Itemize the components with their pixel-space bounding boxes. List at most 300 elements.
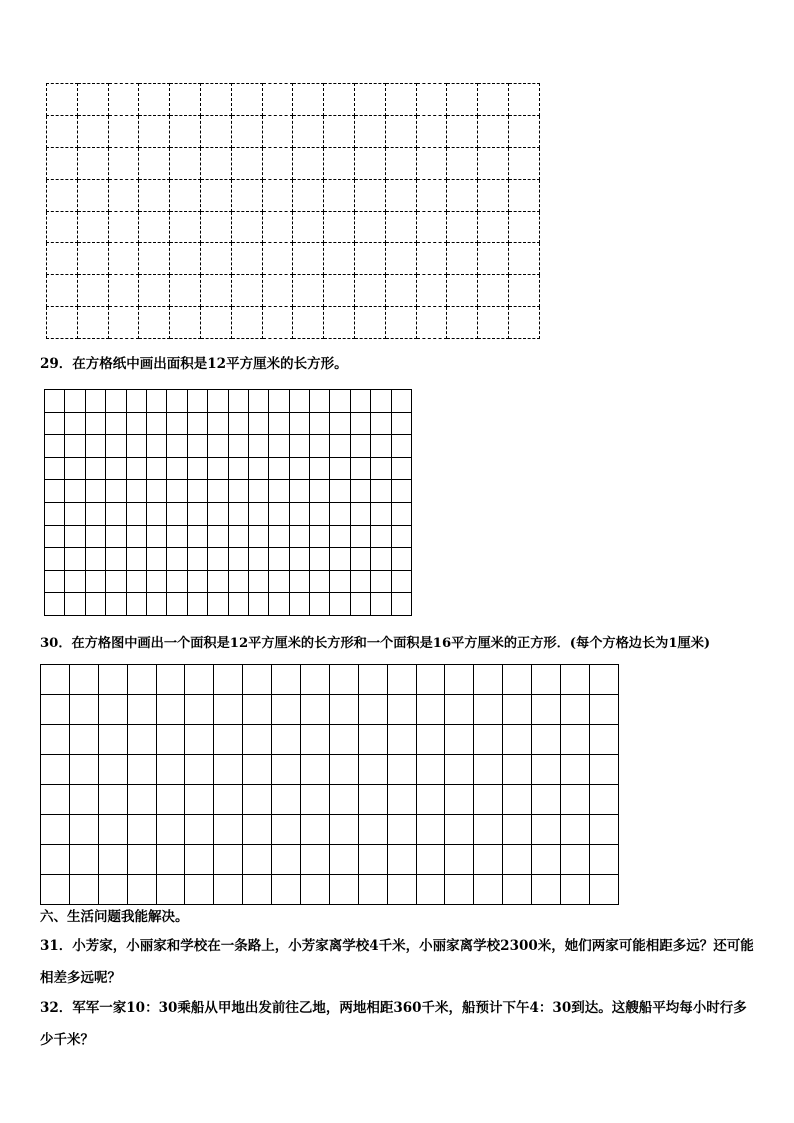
grid-cell[interactable] (65, 435, 85, 458)
grid-cell[interactable] (474, 755, 503, 785)
grid-cell[interactable] (106, 480, 126, 503)
grid-cell[interactable] (269, 548, 289, 571)
grid-cell[interactable] (532, 875, 561, 905)
grid-cell[interactable] (200, 211, 231, 243)
grid-cell[interactable] (127, 695, 156, 725)
grid-cell[interactable] (262, 275, 293, 307)
grid-cell[interactable] (330, 548, 350, 571)
grid-cell[interactable] (262, 211, 293, 243)
grid-cell[interactable] (167, 457, 187, 480)
grid-cell[interactable] (447, 243, 478, 275)
grid-cell[interactable] (445, 755, 474, 785)
grid-cell[interactable] (200, 307, 231, 339)
grid-cell[interactable] (416, 179, 447, 211)
grid-cell[interactable] (98, 755, 127, 785)
grid-cell[interactable] (139, 307, 170, 339)
grid-cell[interactable] (187, 435, 207, 458)
grid-cell[interactable] (532, 755, 561, 785)
grid-cell[interactable] (156, 785, 185, 815)
grid-cell[interactable] (170, 179, 201, 211)
grid-cell[interactable] (41, 815, 70, 845)
grid-cell[interactable] (478, 275, 509, 307)
grid-cell[interactable] (385, 275, 416, 307)
grid-cell[interactable] (474, 785, 503, 815)
grid-cell[interactable] (126, 548, 146, 571)
grid-cell[interactable] (77, 84, 108, 116)
grid-cell[interactable] (289, 593, 309, 616)
grid-cell[interactable] (98, 695, 127, 725)
grid-cell[interactable] (503, 665, 532, 695)
grid-cell[interactable] (354, 115, 385, 147)
grid-cell[interactable] (289, 570, 309, 593)
grid-cell[interactable] (126, 412, 146, 435)
question-30-grid[interactable] (40, 664, 619, 905)
grid-cell[interactable] (324, 243, 355, 275)
grid-cell[interactable] (416, 845, 445, 875)
grid-cell[interactable] (532, 665, 561, 695)
grid-cell[interactable] (231, 147, 262, 179)
grid-cell[interactable] (385, 211, 416, 243)
grid-cell[interactable] (385, 115, 416, 147)
grid-cell[interactable] (65, 480, 85, 503)
grid-cell[interactable] (269, 480, 289, 503)
grid-cell[interactable] (85, 525, 105, 548)
grid-cell[interactable] (248, 525, 268, 548)
grid-cell[interactable] (146, 525, 166, 548)
grid-cell[interactable] (385, 243, 416, 275)
grid-cell[interactable] (503, 695, 532, 725)
grid-cell[interactable] (324, 211, 355, 243)
grid-cell[interactable] (126, 435, 146, 458)
grid-cell[interactable] (350, 525, 370, 548)
grid-cell[interactable] (310, 480, 330, 503)
grid-cell[interactable] (47, 243, 78, 275)
grid-cell[interactable] (187, 525, 207, 548)
top-dashed-grid[interactable] (46, 83, 540, 339)
grid-cell[interactable] (301, 665, 330, 695)
grid-cell[interactable] (65, 390, 85, 413)
grid-cell[interactable] (387, 695, 416, 725)
grid-cell[interactable] (108, 275, 139, 307)
grid-cell[interactable] (474, 665, 503, 695)
grid-cell[interactable] (231, 275, 262, 307)
grid-cell[interactable] (85, 390, 105, 413)
grid-cell[interactable] (561, 845, 590, 875)
grid-cell[interactable] (185, 875, 214, 905)
grid-cell[interactable] (167, 570, 187, 593)
grid-cell[interactable] (508, 243, 539, 275)
grid-cell[interactable] (358, 845, 387, 875)
grid-cell[interactable] (330, 570, 350, 593)
grid-cell[interactable] (214, 815, 243, 845)
grid-cell[interactable] (187, 480, 207, 503)
grid-cell[interactable] (416, 307, 447, 339)
grid-cell[interactable] (391, 570, 411, 593)
grid-cell[interactable] (146, 548, 166, 571)
grid-cell[interactable] (329, 755, 358, 785)
grid-cell[interactable] (330, 457, 350, 480)
grid-cell[interactable] (156, 875, 185, 905)
grid-cell[interactable] (126, 480, 146, 503)
grid-cell[interactable] (170, 275, 201, 307)
grid-cell[interactable] (77, 211, 108, 243)
grid-cell[interactable] (108, 84, 139, 116)
grid-cell[interactable] (447, 179, 478, 211)
grid-cell[interactable] (293, 211, 324, 243)
grid-cell[interactable] (301, 755, 330, 785)
grid-cell[interactable] (45, 412, 65, 435)
grid-cell[interactable] (85, 570, 105, 593)
grid-cell[interactable] (416, 815, 445, 845)
grid-cell[interactable] (214, 755, 243, 785)
grid-cell[interactable] (447, 84, 478, 116)
grid-cell[interactable] (293, 243, 324, 275)
grid-cell[interactable] (127, 665, 156, 695)
grid-cell[interactable] (387, 785, 416, 815)
grid-cell[interactable] (85, 457, 105, 480)
grid-cell[interactable] (41, 755, 70, 785)
grid-cell[interactable] (310, 390, 330, 413)
grid-cell[interactable] (47, 84, 78, 116)
grid-cell[interactable] (503, 725, 532, 755)
grid-cell[interactable] (532, 785, 561, 815)
grid-cell[interactable] (416, 243, 447, 275)
grid-cell[interactable] (350, 593, 370, 616)
grid-cell[interactable] (231, 211, 262, 243)
grid-cell[interactable] (358, 725, 387, 755)
grid-cell[interactable] (329, 785, 358, 815)
grid-cell[interactable] (269, 525, 289, 548)
grid-cell[interactable] (187, 502, 207, 525)
grid-cell[interactable] (146, 435, 166, 458)
grid-cell[interactable] (416, 875, 445, 905)
grid-cell[interactable] (589, 815, 618, 845)
grid-cell[interactable] (208, 435, 228, 458)
grid-cell[interactable] (301, 725, 330, 755)
grid-cell[interactable] (589, 695, 618, 725)
grid-cell[interactable] (228, 525, 248, 548)
grid-cell[interactable] (65, 412, 85, 435)
grid-cell[interactable] (231, 115, 262, 147)
grid-cell[interactable] (243, 665, 272, 695)
grid-cell[interactable] (324, 275, 355, 307)
grid-cell[interactable] (503, 755, 532, 785)
grid-cell[interactable] (139, 275, 170, 307)
grid-cell[interactable] (146, 457, 166, 480)
grid-cell[interactable] (447, 275, 478, 307)
grid-cell[interactable] (371, 502, 391, 525)
grid-cell[interactable] (214, 665, 243, 695)
grid-cell[interactable] (269, 390, 289, 413)
grid-cell[interactable] (474, 875, 503, 905)
grid-cell[interactable] (478, 115, 509, 147)
grid-cell[interactable] (329, 815, 358, 845)
grid-cell[interactable] (170, 84, 201, 116)
grid-cell[interactable] (508, 307, 539, 339)
grid-cell[interactable] (324, 115, 355, 147)
grid-cell[interactable] (98, 665, 127, 695)
grid-cell[interactable] (41, 695, 70, 725)
grid-cell[interactable] (85, 593, 105, 616)
grid-cell[interactable] (108, 243, 139, 275)
grid-cell[interactable] (85, 502, 105, 525)
grid-cell[interactable] (508, 147, 539, 179)
grid-cell[interactable] (358, 875, 387, 905)
grid-cell[interactable] (385, 147, 416, 179)
grid-cell[interactable] (248, 412, 268, 435)
grid-cell[interactable] (167, 525, 187, 548)
grid-cell[interactable] (228, 412, 248, 435)
grid-cell[interactable] (127, 845, 156, 875)
grid-cell[interactable] (47, 275, 78, 307)
grid-cell[interactable] (77, 179, 108, 211)
grid-cell[interactable] (208, 593, 228, 616)
grid-cell[interactable] (106, 570, 126, 593)
grid-cell[interactable] (330, 525, 350, 548)
grid-cell[interactable] (208, 502, 228, 525)
grid-cell[interactable] (243, 875, 272, 905)
grid-cell[interactable] (289, 390, 309, 413)
grid-cell[interactable] (561, 665, 590, 695)
grid-cell[interactable] (532, 695, 561, 725)
grid-cell[interactable] (98, 875, 127, 905)
grid-cell[interactable] (98, 815, 127, 845)
grid-cell[interactable] (228, 502, 248, 525)
grid-cell[interactable] (65, 525, 85, 548)
grid-cell[interactable] (214, 875, 243, 905)
grid-cell[interactable] (589, 725, 618, 755)
grid-cell[interactable] (228, 570, 248, 593)
grid-cell[interactable] (310, 525, 330, 548)
grid-cell[interactable] (272, 875, 301, 905)
grid-cell[interactable] (289, 502, 309, 525)
grid-cell[interactable] (106, 457, 126, 480)
grid-cell[interactable] (47, 307, 78, 339)
grid-cell[interactable] (324, 84, 355, 116)
grid-cell[interactable] (45, 435, 65, 458)
grid-cell[interactable] (310, 412, 330, 435)
grid-cell[interactable] (289, 435, 309, 458)
grid-cell[interactable] (185, 695, 214, 725)
grid-cell[interactable] (156, 845, 185, 875)
grid-cell[interactable] (324, 307, 355, 339)
grid-cell[interactable] (85, 548, 105, 571)
grid-cell[interactable] (391, 548, 411, 571)
grid-cell[interactable] (272, 665, 301, 695)
grid-cell[interactable] (293, 275, 324, 307)
grid-cell[interactable] (329, 845, 358, 875)
grid-cell[interactable] (208, 390, 228, 413)
grid-cell[interactable] (98, 785, 127, 815)
grid-cell[interactable] (208, 548, 228, 571)
grid-cell[interactable] (289, 457, 309, 480)
grid-cell[interactable] (65, 570, 85, 593)
grid-cell[interactable] (293, 307, 324, 339)
grid-cell[interactable] (447, 211, 478, 243)
grid-cell[interactable] (208, 412, 228, 435)
grid-cell[interactable] (47, 147, 78, 179)
grid-cell[interactable] (214, 845, 243, 875)
grid-cell[interactable] (69, 815, 98, 845)
grid-cell[interactable] (269, 570, 289, 593)
grid-cell[interactable] (391, 412, 411, 435)
grid-cell[interactable] (45, 457, 65, 480)
grid-cell[interactable] (350, 480, 370, 503)
grid-cell[interactable] (310, 457, 330, 480)
grid-cell[interactable] (503, 845, 532, 875)
grid-cell[interactable] (200, 147, 231, 179)
grid-cell[interactable] (167, 390, 187, 413)
grid-cell[interactable] (385, 307, 416, 339)
grid-cell[interactable] (387, 665, 416, 695)
grid-cell[interactable] (532, 815, 561, 845)
grid-cell[interactable] (185, 815, 214, 845)
grid-cell[interactable] (310, 548, 330, 571)
grid-cell[interactable] (156, 665, 185, 695)
grid-cell[interactable] (589, 755, 618, 785)
grid-cell[interactable] (330, 480, 350, 503)
grid-cell[interactable] (387, 815, 416, 845)
grid-cell[interactable] (416, 115, 447, 147)
grid-cell[interactable] (358, 665, 387, 695)
grid-cell[interactable] (272, 695, 301, 725)
grid-cell[interactable] (589, 785, 618, 815)
grid-cell[interactable] (248, 457, 268, 480)
grid-cell[interactable] (45, 525, 65, 548)
grid-cell[interactable] (301, 845, 330, 875)
grid-cell[interactable] (301, 875, 330, 905)
grid-cell[interactable] (358, 785, 387, 815)
grid-cell[interactable] (41, 725, 70, 755)
grid-cell[interactable] (272, 725, 301, 755)
grid-cell[interactable] (106, 548, 126, 571)
grid-cell[interactable] (532, 725, 561, 755)
grid-cell[interactable] (269, 412, 289, 435)
grid-cell[interactable] (187, 457, 207, 480)
grid-cell[interactable] (167, 502, 187, 525)
grid-cell[interactable] (350, 457, 370, 480)
grid-cell[interactable] (301, 785, 330, 815)
grid-cell[interactable] (391, 480, 411, 503)
grid-cell[interactable] (324, 179, 355, 211)
grid-cell[interactable] (106, 593, 126, 616)
grid-cell[interactable] (416, 695, 445, 725)
grid-cell[interactable] (127, 815, 156, 845)
grid-cell[interactable] (354, 307, 385, 339)
grid-cell[interactable] (262, 243, 293, 275)
grid-cell[interactable] (85, 480, 105, 503)
grid-cell[interactable] (98, 725, 127, 755)
grid-cell[interactable] (503, 875, 532, 905)
grid-cell[interactable] (445, 725, 474, 755)
grid-cell[interactable] (371, 390, 391, 413)
grid-cell[interactable] (243, 695, 272, 725)
grid-cell[interactable] (391, 457, 411, 480)
grid-cell[interactable] (170, 115, 201, 147)
grid-cell[interactable] (478, 147, 509, 179)
grid-cell[interactable] (77, 275, 108, 307)
grid-cell[interactable] (391, 390, 411, 413)
grid-cell[interactable] (106, 502, 126, 525)
grid-cell[interactable] (146, 412, 166, 435)
grid-cell[interactable] (167, 435, 187, 458)
grid-cell[interactable] (146, 570, 166, 593)
grid-cell[interactable] (371, 525, 391, 548)
grid-cell[interactable] (445, 695, 474, 725)
grid-cell[interactable] (243, 755, 272, 785)
grid-cell[interactable] (243, 725, 272, 755)
grid-cell[interactable] (391, 593, 411, 616)
grid-cell[interactable] (474, 845, 503, 875)
grid-cell[interactable] (358, 695, 387, 725)
grid-cell[interactable] (167, 593, 187, 616)
grid-cell[interactable] (65, 548, 85, 571)
grid-cell[interactable] (228, 480, 248, 503)
grid-cell[interactable] (508, 211, 539, 243)
grid-cell[interactable] (98, 845, 127, 875)
grid-cell[interactable] (561, 725, 590, 755)
grid-cell[interactable] (45, 548, 65, 571)
grid-cell[interactable] (228, 435, 248, 458)
grid-cell[interactable] (106, 435, 126, 458)
grid-cell[interactable] (478, 84, 509, 116)
grid-cell[interactable] (167, 412, 187, 435)
grid-cell[interactable] (330, 435, 350, 458)
grid-cell[interactable] (65, 457, 85, 480)
grid-cell[interactable] (385, 84, 416, 116)
grid-cell[interactable] (231, 84, 262, 116)
grid-cell[interactable] (41, 785, 70, 815)
grid-cell[interactable] (200, 243, 231, 275)
grid-cell[interactable] (208, 480, 228, 503)
grid-cell[interactable] (329, 725, 358, 755)
grid-cell[interactable] (47, 115, 78, 147)
grid-cell[interactable] (69, 875, 98, 905)
grid-cell[interactable] (214, 695, 243, 725)
grid-cell[interactable] (387, 755, 416, 785)
grid-cell[interactable] (77, 307, 108, 339)
grid-cell[interactable] (532, 845, 561, 875)
grid-cell[interactable] (126, 593, 146, 616)
grid-cell[interactable] (416, 147, 447, 179)
grid-cell[interactable] (508, 84, 539, 116)
grid-cell[interactable] (167, 548, 187, 571)
grid-cell[interactable] (262, 147, 293, 179)
grid-cell[interactable] (301, 695, 330, 725)
grid-cell[interactable] (146, 480, 166, 503)
grid-cell[interactable] (416, 84, 447, 116)
grid-cell[interactable] (156, 725, 185, 755)
grid-cell[interactable] (503, 815, 532, 845)
grid-cell[interactable] (474, 725, 503, 755)
grid-cell[interactable] (248, 435, 268, 458)
grid-cell[interactable] (358, 755, 387, 785)
grid-cell[interactable] (214, 785, 243, 815)
grid-cell[interactable] (200, 275, 231, 307)
grid-cell[interactable] (293, 179, 324, 211)
grid-cell[interactable] (445, 665, 474, 695)
grid-cell[interactable] (156, 755, 185, 785)
grid-cell[interactable] (289, 525, 309, 548)
grid-cell[interactable] (156, 695, 185, 725)
grid-cell[interactable] (69, 665, 98, 695)
grid-cell[interactable] (146, 593, 166, 616)
grid-cell[interactable] (310, 435, 330, 458)
grid-cell[interactable] (478, 307, 509, 339)
question-29-grid[interactable] (44, 389, 412, 616)
grid-cell[interactable] (45, 570, 65, 593)
grid-cell[interactable] (269, 593, 289, 616)
